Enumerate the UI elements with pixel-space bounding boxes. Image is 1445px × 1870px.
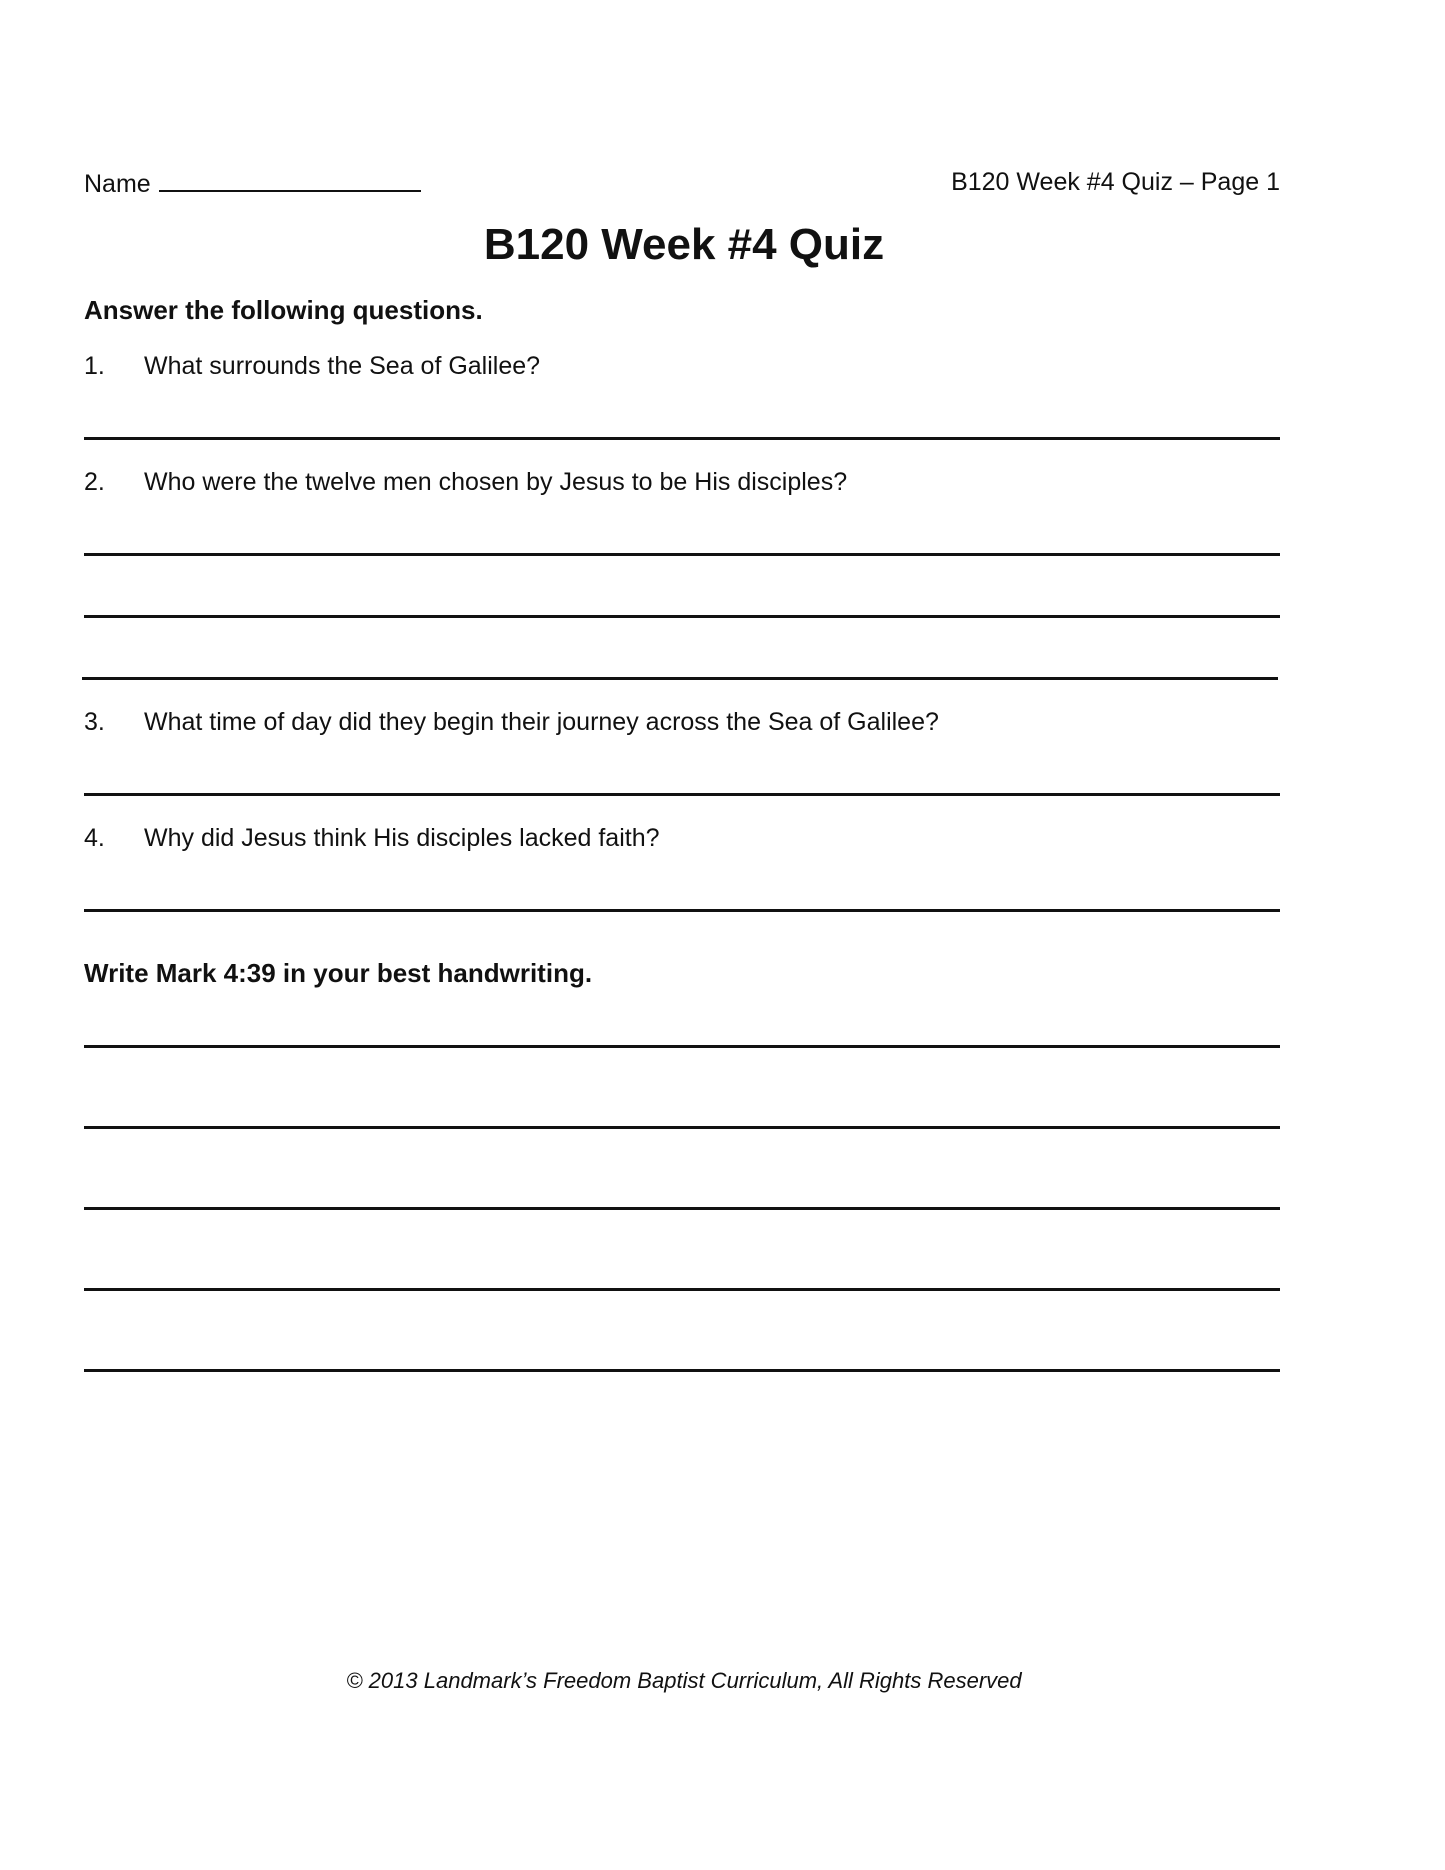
name-field xyxy=(84,168,421,199)
answer-line-q2-3[interactable] xyxy=(82,677,1278,680)
name-label: Name xyxy=(84,170,151,198)
answer-line-q1[interactable] xyxy=(84,437,1280,440)
question-number: 2. xyxy=(84,468,105,496)
handwriting-heading: Write Mark 4:39 in your best handwriting. xyxy=(84,958,593,988)
name-blank-line[interactable] xyxy=(159,168,421,192)
question-number: 4. xyxy=(84,824,105,852)
question-number: 1. xyxy=(84,352,105,380)
page-title: B120 Week #4 Quiz xyxy=(483,220,885,269)
answer-line-q2-2[interactable] xyxy=(84,615,1280,618)
question-number: 3. xyxy=(84,708,105,736)
answer-line-q2-1[interactable] xyxy=(84,553,1280,556)
question-text: Who were the twelve men chosen by Jesus to be His disciples? xyxy=(144,468,848,496)
instructions-heading: Answer the following questions. xyxy=(84,295,483,325)
question-text: What time of day did they begin their journey across the Sea of Galilee? xyxy=(144,708,939,736)
question-3 xyxy=(84,708,939,737)
answer-line-q3[interactable] xyxy=(84,793,1280,796)
page-header: B120 Week #4 Quiz – Page 1 xyxy=(951,168,1280,196)
question-4 xyxy=(84,824,660,853)
question-text: What surrounds the Sea of Galilee? xyxy=(144,352,541,380)
copyright-footer: © 2013 Landmark’s Freedom Baptist Curriculum, All Rights Reserved xyxy=(346,1668,1022,1693)
handwriting-line-2[interactable] xyxy=(84,1126,1280,1129)
handwriting-line-5[interactable] xyxy=(84,1369,1280,1372)
handwriting-line-3[interactable] xyxy=(84,1207,1280,1210)
handwriting-line-4[interactable] xyxy=(84,1288,1280,1291)
question-2 xyxy=(84,468,847,497)
answer-line-q4[interactable] xyxy=(84,909,1280,912)
question-text: Why did Jesus think His disciples lacked faith? xyxy=(144,824,660,852)
handwriting-line-1[interactable] xyxy=(84,1045,1280,1048)
question-1 xyxy=(84,352,540,381)
